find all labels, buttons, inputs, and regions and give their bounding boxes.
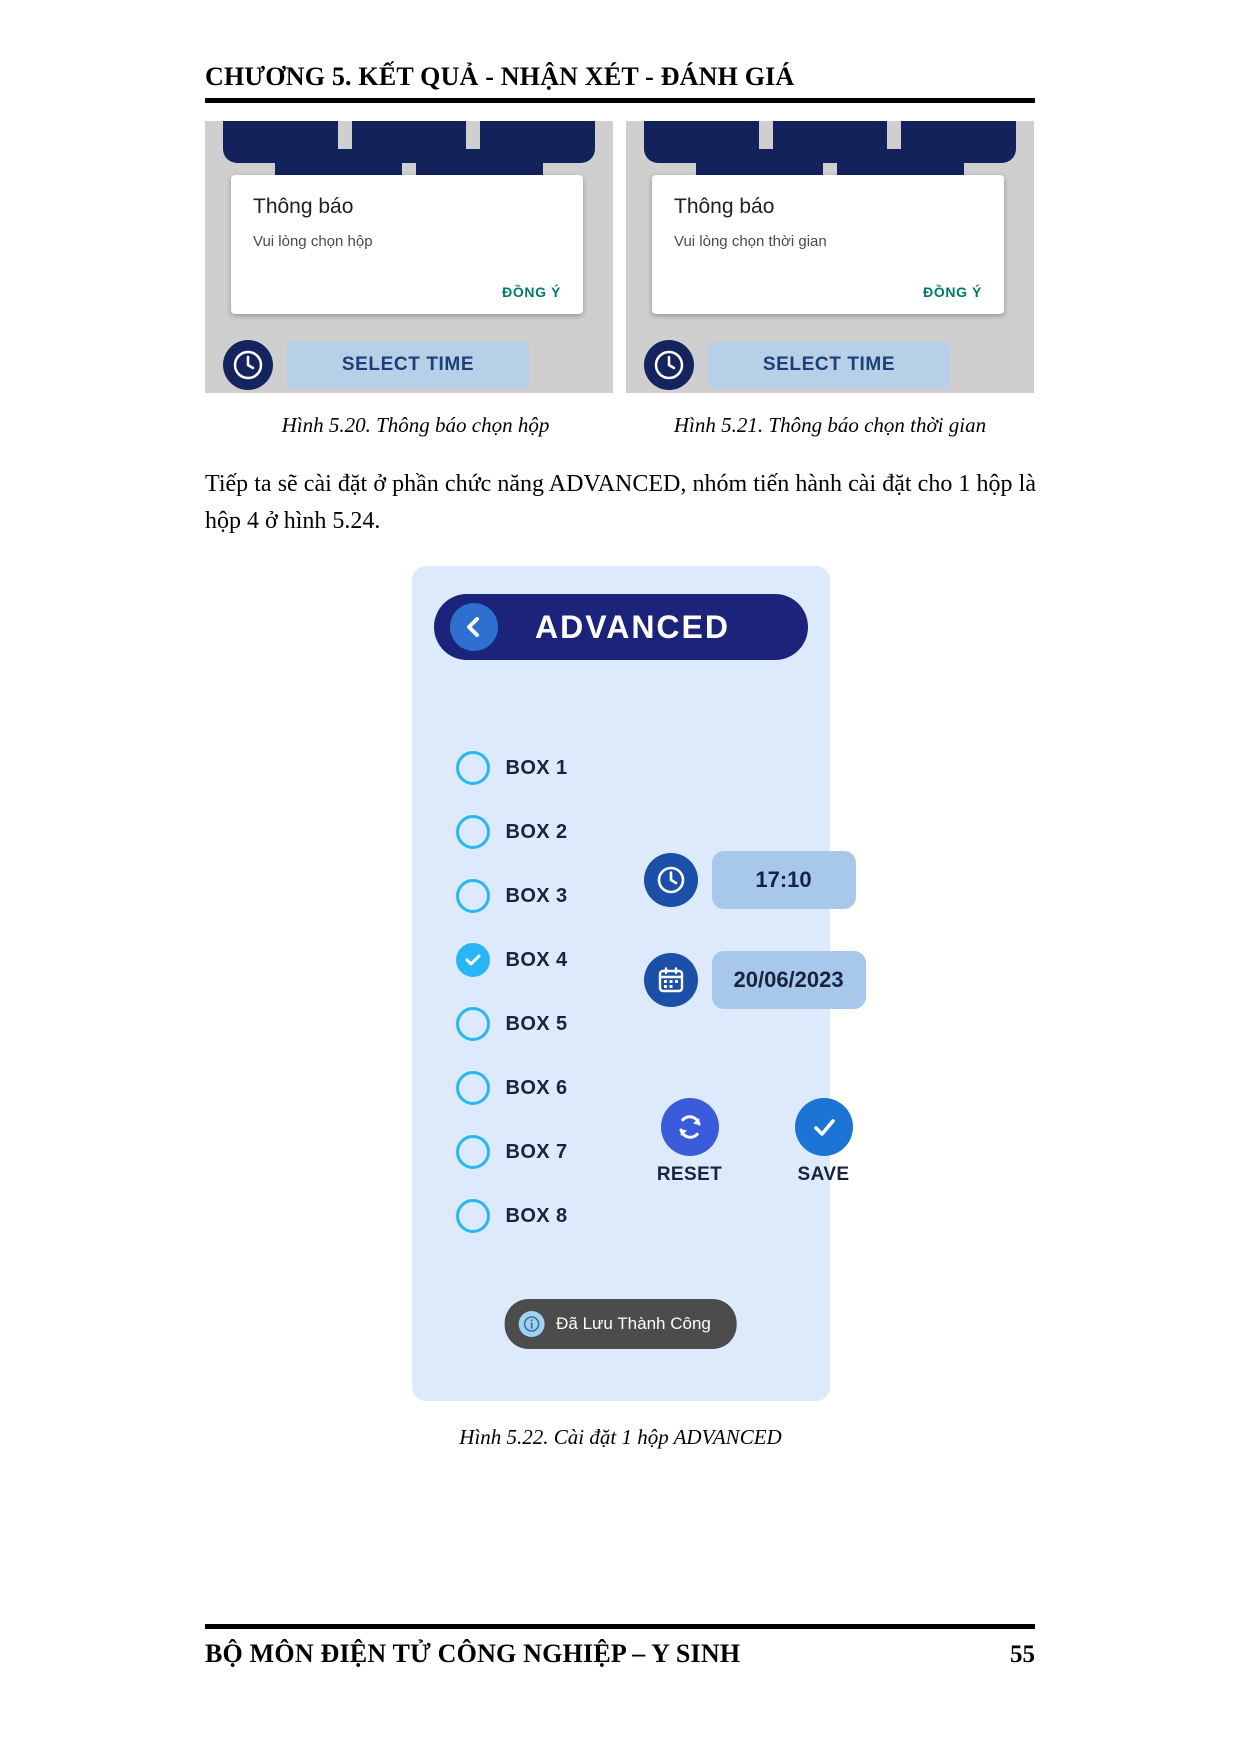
alert-dialog [231, 175, 583, 314]
box-label: BOX 5 [505, 1012, 568, 1035]
box-item-1[interactable] [456, 746, 636, 790]
box-label: BOX 3 [505, 884, 568, 907]
radio-icon[interactable] [456, 1135, 490, 1169]
box-label: BOX 1 [505, 756, 568, 779]
dialog-title: Thông báo [253, 195, 354, 218]
select-time-button[interactable]: SELECT TIME [287, 342, 529, 388]
save-button[interactable] [784, 1098, 864, 1186]
action-buttons [650, 1098, 864, 1186]
footer-department: BỘ MÔN ĐIỆN TỬ CÔNG NGHIỆP – Y SINH [205, 1639, 741, 1668]
chevron-left-icon[interactable] [450, 603, 498, 651]
app-title: ADVANCED [535, 608, 730, 645]
box-label: BOX 2 [505, 820, 568, 843]
box-item-4[interactable] [456, 938, 636, 982]
date-value[interactable]: 20/06/2023 [712, 951, 866, 1009]
radio-icon[interactable] [456, 751, 490, 785]
chapter-title: CHƯƠNG 5. KẾT QUẢ - NHẬN XÉT - ĐÁNH GIÁ [205, 62, 795, 91]
dialog-actions [674, 284, 982, 302]
advanced-screen [412, 566, 850, 1401]
select-time-button[interactable]: SELECT TIME [708, 342, 950, 388]
save-label: SAVE [797, 1164, 850, 1186]
refresh-icon[interactable] [661, 1098, 719, 1156]
box-label: BOX 6 [505, 1076, 568, 1099]
body-paragraph: Tiếp ta sẽ cài đặt ở phần chức năng ADVANCED, nhóm tiến hành cài đặt cho 1 hộp là hộp 4 ở hình 5.24. [205, 471, 1036, 535]
radio-icon[interactable] [456, 1199, 490, 1233]
figure-captions-row [205, 413, 1036, 438]
time-field[interactable] [644, 851, 856, 909]
box-item-6[interactable] [456, 1066, 636, 1110]
reset-button[interactable] [650, 1098, 730, 1186]
radio-icon[interactable] [456, 879, 490, 913]
box-label: BOX 8 [505, 1204, 568, 1227]
box-item-2[interactable] [456, 810, 636, 854]
radio-checked-icon[interactable] [456, 943, 490, 977]
toast-message [504, 1299, 737, 1349]
screenshot-select-time-warning [626, 121, 1034, 393]
page-header [205, 0, 1036, 103]
footer-page-number: 55 [1010, 1641, 1035, 1668]
figure-advanced-wrapper [205, 566, 1036, 1401]
dialog-ok-button[interactable]: ĐỒNG Ý [923, 284, 982, 300]
header-divider [205, 98, 1035, 103]
app-header-bar [434, 594, 808, 660]
box-radio-list [456, 746, 636, 1258]
dialog-ok-button[interactable]: ĐỒNG Ý [502, 284, 561, 300]
select-time-bar [626, 337, 1034, 393]
select-time-bar [205, 337, 613, 393]
dialog-actions [253, 284, 561, 302]
dialog-message: Vui lòng chọn thời gian [674, 233, 827, 250]
date-field[interactable] [644, 951, 866, 1009]
footer-divider [205, 1624, 1035, 1629]
box-item-3[interactable] [456, 874, 636, 918]
reset-label: RESET [656, 1164, 723, 1186]
clock-icon[interactable] [644, 853, 698, 907]
time-value[interactable]: 17:10 [712, 851, 856, 909]
box-item-7[interactable] [456, 1130, 636, 1174]
figure-caption-5-22: Hình 5.22. Cài đặt 1 hộp ADVANCED [459, 1425, 782, 1450]
box-label: BOX 7 [505, 1140, 568, 1163]
calendar-icon[interactable] [644, 953, 698, 1007]
clock-icon [644, 340, 694, 390]
dialog-message: Vui lòng chọn hộp [253, 233, 373, 250]
clock-icon [223, 340, 273, 390]
box-item-8[interactable] [456, 1194, 636, 1238]
radio-icon[interactable] [456, 1071, 490, 1105]
check-icon[interactable] [795, 1098, 853, 1156]
info-icon [518, 1311, 544, 1337]
box-item-5[interactable] [456, 1002, 636, 1046]
screenshot-select-box-warning [205, 121, 613, 393]
radio-icon[interactable] [456, 1007, 490, 1041]
dialog-title: Thông báo [674, 195, 775, 218]
alert-dialog [652, 175, 1004, 314]
box-label: BOX 4 [505, 948, 568, 971]
figure-caption-5-20: Hình 5.20. Thông báo chọn hộp [281, 413, 550, 437]
figure-row-dialogs [205, 121, 1036, 393]
radio-icon[interactable] [456, 815, 490, 849]
page-footer [205, 1624, 1036, 1669]
figure-caption-5-21: Hình 5.21. Thông báo chọn thời gian [673, 413, 987, 437]
toast-text: Đã Lưu Thành Công [556, 1314, 711, 1334]
